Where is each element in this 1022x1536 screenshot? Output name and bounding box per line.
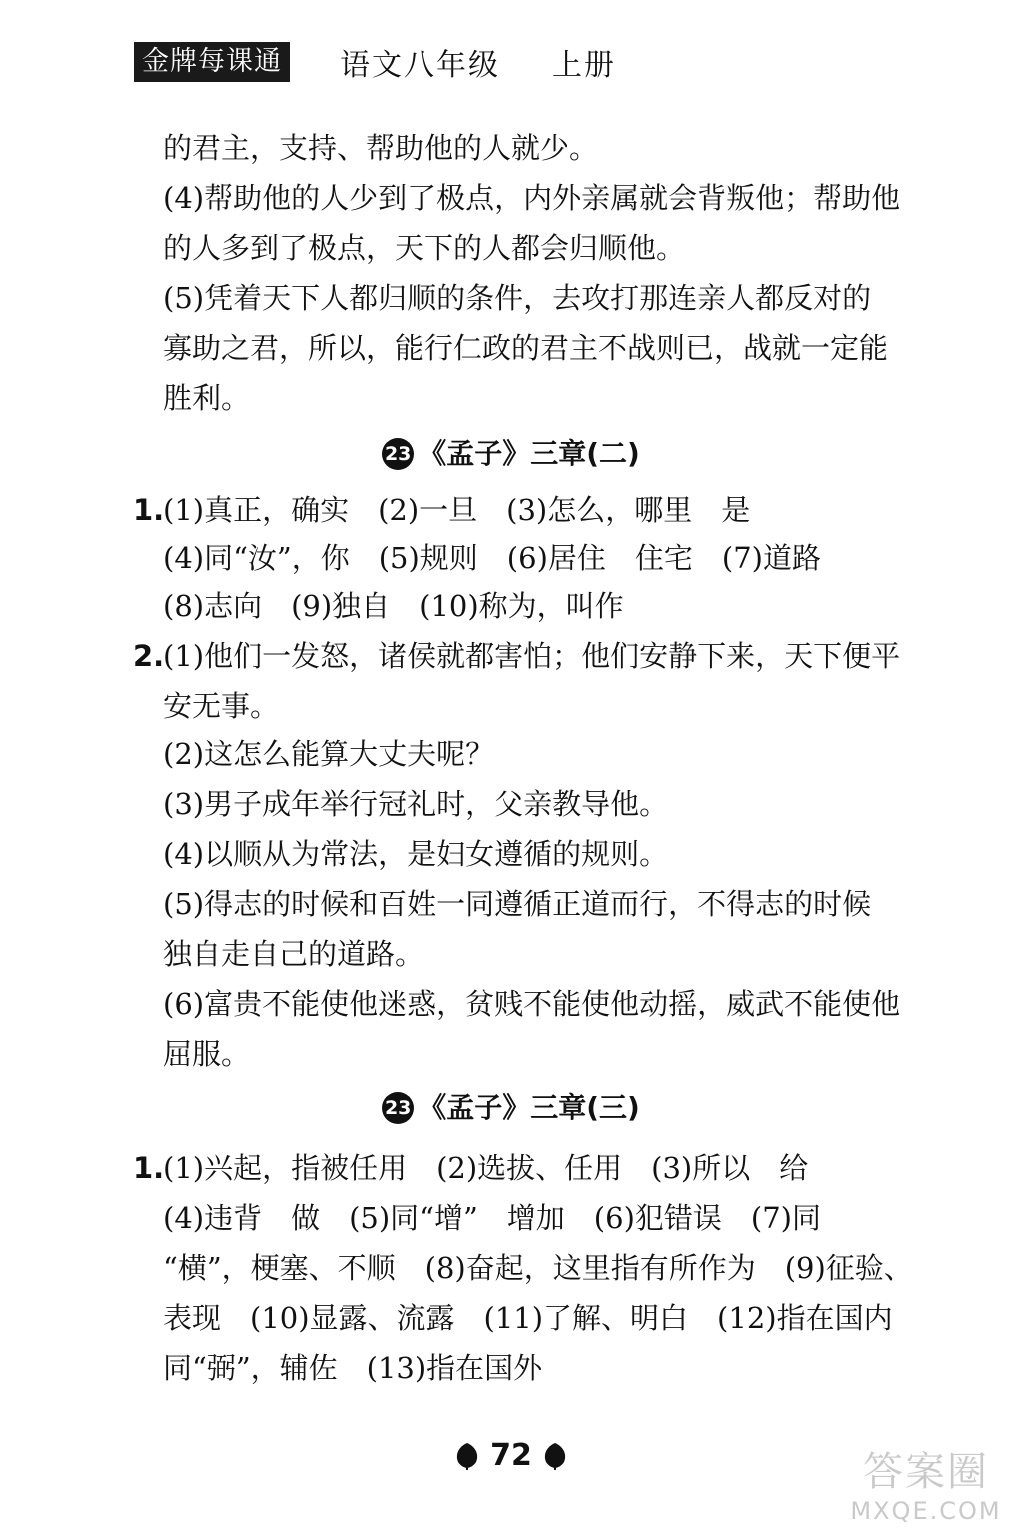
section-title-text: 《孟子》三章(二) [418, 437, 640, 470]
answer-line: (5)得志的时候和百姓一同遵循正道而行，不得志的时候 [163, 887, 872, 921]
text-line: 胜利。 [163, 381, 251, 415]
answer-line: (4)同“汝”，你 (5)规则 (6)居住 住宅 (7)道路 [163, 541, 821, 575]
text-line: 的人多到了极点，天下的人都会归顺他。 [163, 231, 686, 265]
volume-label: 上册 [552, 48, 616, 83]
subject-label: 语文八年级 [340, 48, 500, 83]
page-number: 72 [490, 1438, 532, 1473]
section-title [0, 1088, 1022, 1128]
text-line: (5)凭着天下人都归顺的条件，去攻打那连亲人都反对的 [163, 281, 872, 315]
question-number: 1. [133, 493, 165, 527]
text-line: 寡助之君，所以，能行仁政的君主不战则已，战就一定能 [163, 331, 889, 365]
answer-line: “横”，梗塞、不顺 (8)奋起，这里指有所作为 (9)征验、 [163, 1251, 913, 1285]
answer-line: (3)男子成年举行冠礼时，父亲教导他。 [163, 787, 669, 821]
question-number: 2. [133, 639, 165, 673]
lesson-number-badge: 23 [382, 438, 414, 470]
answer-line: (1)兴起，指被任用 (2)选拔、任用 (3)所以 给 [163, 1151, 809, 1185]
answer-line: (1)真正，确实 (2)一旦 (3)怎么，哪里 是 [163, 493, 751, 527]
answer-line: (4)违背 做 (5)同“增” 增加 (6)犯错误 (7)同 [163, 1201, 821, 1235]
brand-label: 金牌每课通 [134, 42, 290, 82]
watermark-text: 答案圈 [863, 1449, 989, 1495]
text-line: (4)帮助他的人少到了极点，内外亲属就会背叛他；帮助他 [163, 181, 901, 215]
answer-line: (8)志向 (9)独自 (10)称为，叫作 [163, 589, 624, 623]
leaf-icon [540, 1441, 570, 1471]
text-line: 的君主，支持、帮助他的人就少。 [163, 131, 599, 165]
answer-line: 安无事。 [163, 689, 280, 723]
page-header [134, 42, 616, 82]
lesson-number-badge: 23 [382, 1092, 414, 1124]
answer-line: 同“弼”，辅佐 (13)指在国外 [163, 1351, 543, 1385]
section-title-text: 《孟子》三章(三) [418, 1091, 640, 1124]
leaf-icon [452, 1441, 482, 1471]
answer-line: 表现 (10)显露、流露 (11)了解、明白 (12)指在国内 [163, 1301, 893, 1335]
answer-line: (6)富贵不能使他迷惑，贫贱不能使他动摇，威武不能使他 [163, 987, 901, 1021]
answer-line: (1)他们一发怒，诸侯就都害怕；他们安静下来，天下便平 [163, 639, 901, 673]
answer-line: 屈服。 [163, 1037, 251, 1071]
answer-line: 独自走自己的道路。 [163, 937, 425, 971]
section-title [0, 434, 1022, 474]
watermark [836, 1448, 1016, 1534]
answer-line: (2)这怎么能算大丈夫呢？ [163, 737, 495, 771]
watermark-url: MXQE.COM [850, 1497, 1002, 1525]
answer-line: (4)以顺从为常法，是妇女遵循的规则。 [163, 837, 669, 871]
question-number: 1. [133, 1151, 165, 1185]
